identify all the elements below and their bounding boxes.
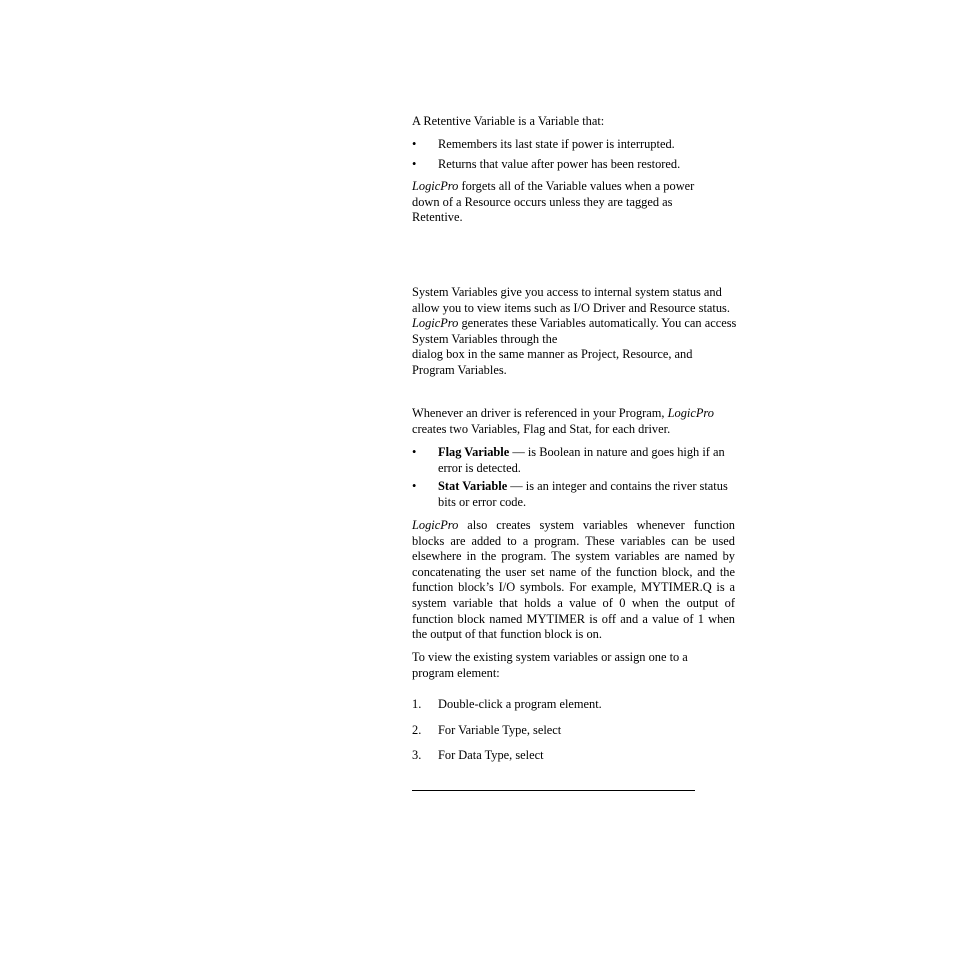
procedure-intro: To view the existing system variables or assign one to a program element: <box>412 650 688 680</box>
step-text: For Data Type, select <box>438 748 544 762</box>
product-name: LogicPro <box>412 179 459 193</box>
list-item-text: Returns that value after power has been restored. <box>438 157 681 171</box>
bullet-icon: • <box>412 157 417 171</box>
step-item <box>412 723 738 739</box>
step-text: For Variable Type, select <box>438 723 562 737</box>
retentive-paragraph: LogicPro forgets all of the Variable values when a power down of a Resource occurs unless they are tagged as Retentive. <box>412 179 695 225</box>
list-item-text: Stat Variable — is an integer and contains the river status bits or error code. <box>438 479 728 509</box>
step-number: 2. <box>412 723 422 737</box>
list-item <box>412 445 738 476</box>
bullet-icon: • <box>412 137 417 151</box>
section-divider <box>412 790 695 791</box>
step-item <box>412 697 738 713</box>
product-name: LogicPro <box>412 518 459 532</box>
retentive-intro: A Retentive Variable is a Variable that: <box>412 114 605 128</box>
list-item-text: Remembers its last state if power is interrupted. <box>438 137 675 151</box>
list-item <box>412 157 738 173</box>
list-item <box>412 137 738 153</box>
list-item-text: Flag Variable — is Boolean in nature and goes high if an error is detected. <box>438 445 725 475</box>
step-number: 1. <box>412 697 422 711</box>
step-number: 3. <box>412 748 422 762</box>
bullet-icon: • <box>412 445 417 459</box>
product-name: LogicPro <box>667 406 714 420</box>
term: Stat Variable <box>438 479 508 493</box>
term: Flag Variable <box>438 445 510 459</box>
step-text: Double-click a program element. <box>438 697 602 711</box>
system-paragraph: System Variables give you access to internal system status and allow you to view items such as I/O Driver and Resource status. LogicPro generates these Variables automatically. You can access System Variables through the dialog box in the same manner as Project, Resource, and Program Variables. <box>412 285 737 377</box>
list-item <box>412 479 738 510</box>
function-block-paragraph: LogicPro also creates system variables whenever function blocks are added to a program. These variables can be used elsewhere in the program. The system variables are named by concatenating the user set name of the function block, and the function block’s I/O symbols. For example, MYTIMER.Q is a system variable that holds a value of 0 when the output of function block named MYTIMER is off and a value of 1 when the output of that function block is on. <box>412 518 735 642</box>
step-item <box>412 748 738 764</box>
bullet-icon: • <box>412 479 417 493</box>
driver-paragraph: Whenever an driver is referenced in your Program, LogicPro creates two Variables, Flag and Stat, for each driver. <box>412 406 714 436</box>
product-name: LogicPro <box>412 316 459 331</box>
